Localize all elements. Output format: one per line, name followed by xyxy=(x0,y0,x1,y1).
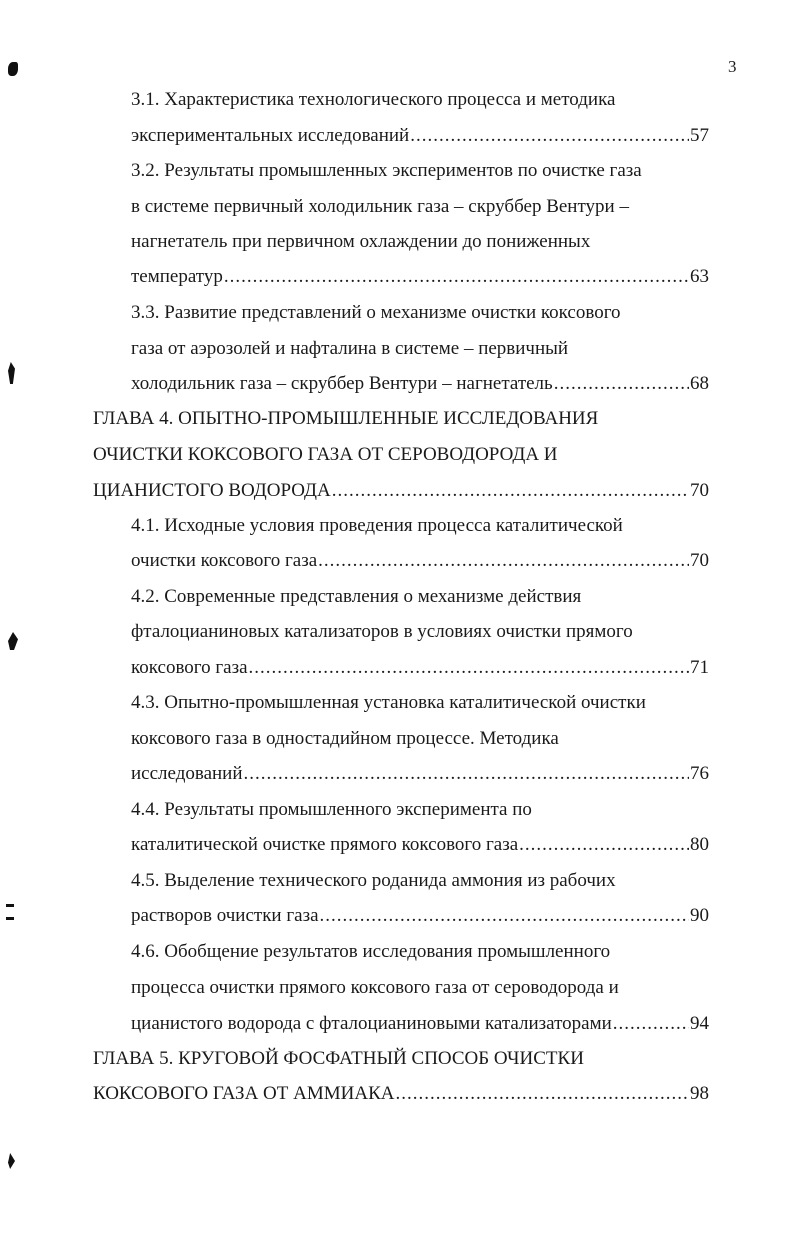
toc-line: исследований xyxy=(131,763,243,784)
dot-leader xyxy=(519,833,689,857)
toc-line: экспериментальных исследований xyxy=(131,125,410,146)
toc-entry-4-1 xyxy=(131,549,709,573)
toc-page-number: 98 xyxy=(690,1083,709,1104)
dot-leader xyxy=(224,265,689,289)
toc-page-number: 57 xyxy=(690,125,709,146)
toc-entry-4-4 xyxy=(131,833,709,857)
dot-leader xyxy=(249,656,689,680)
toc-chapter-line: ЦИАНИСТОГО ВОДОРОДА xyxy=(93,480,331,501)
toc-entry-4-5 xyxy=(131,904,709,928)
toc-entry-4-2 xyxy=(131,656,709,680)
toc-chapter-line: ГЛАВА 5. КРУГОВОЙ ФОСФАТНЫЙ СПОСОБ ОЧИСТКИ xyxy=(93,1048,584,1069)
toc-line: растворов очистки газа xyxy=(131,905,319,926)
toc-line: газа от аэрозолей и нафталина в системе – первичный xyxy=(131,338,569,359)
dot-leader xyxy=(332,479,689,503)
toc-entry-4-3 xyxy=(131,762,709,786)
toc-line: в системе первичный холодильник газа – скруббер Вентури – xyxy=(131,196,629,217)
toc-line: фталоцианиновых катализаторов в условиях очистки прямого xyxy=(131,621,633,642)
toc-line: 3.1. Характеристика технологического процесса и методика xyxy=(131,89,616,110)
toc-line: холодильник газа – скруббер Вентури – нагнетатель xyxy=(131,373,553,394)
toc-line: 4.5. Выделение технического роданида аммония из рабочих xyxy=(131,870,616,891)
toc-entry-3-3 xyxy=(131,372,709,396)
dot-leader xyxy=(244,762,689,786)
toc-entry-3-2 xyxy=(131,265,709,289)
dot-leader xyxy=(613,1012,689,1036)
toc-entry-chapter-5 xyxy=(93,1082,709,1106)
toc-page-number: 76 xyxy=(690,763,709,784)
dot-leader xyxy=(318,549,689,573)
toc-line: 4.4. Результаты промышленного эксперимента по xyxy=(131,799,532,820)
toc-line: 3.2. Результаты промышленных экспериментов по очистке газа xyxy=(131,160,642,181)
toc-page-number: 68 xyxy=(690,373,709,394)
toc-line: коксового газа в одностадийном процессе. Методика xyxy=(131,728,559,749)
toc-page-number: 70 xyxy=(690,550,709,571)
dot-leader xyxy=(554,372,689,396)
dot-leader xyxy=(320,904,689,928)
toc-page-number: 63 xyxy=(690,266,709,287)
dot-leader xyxy=(410,124,689,148)
toc-entry-chapter-4 xyxy=(93,479,709,503)
toc-line: 4.3. Опытно-промышленная установка каталитической очистки xyxy=(131,692,646,713)
toc-line: коксового газа xyxy=(131,657,248,678)
dot-leader xyxy=(395,1082,689,1106)
toc-line: каталитической очистке прямого коксового газа xyxy=(131,834,519,855)
toc-line: очистки коксового газа xyxy=(131,550,318,571)
toc-line: процесса очистки прямого коксового газа от сероводорода и xyxy=(131,977,619,998)
toc-chapter-line: ГЛАВА 4. ОПЫТНО-ПРОМЫШЛЕННЫЕ ИССЛЕДОВАНИЯ xyxy=(93,408,599,429)
toc-line: 4.6. Обобщение результатов исследования промышленного xyxy=(131,941,611,962)
toc-page-number: 71 xyxy=(690,657,709,678)
toc-chapter-line: ОЧИСТКИ КОКСОВОГО ГАЗА ОТ СЕРОВОДОРОДА И xyxy=(93,444,558,465)
toc-entry-3-1 xyxy=(131,124,709,148)
toc-line: цианистого водорода с фталоцианиновыми катализаторами xyxy=(131,1013,612,1034)
toc-line: нагнетатель при первичном охлаждении до пониженных xyxy=(131,231,591,252)
toc-entry-4-6 xyxy=(131,1012,709,1036)
page-number: 3 xyxy=(728,57,737,76)
toc-page-number: 80 xyxy=(690,834,709,855)
toc-line: 4.2. Современные представления о механизме действия xyxy=(131,586,582,607)
toc-chapter-line: КОКСОВОГО ГАЗА ОТ АММИАКА xyxy=(93,1083,395,1104)
toc-page-number: 90 xyxy=(690,905,709,926)
toc-line: 4.1. Исходные условия проведения процесса каталитической xyxy=(131,515,623,536)
toc-line: 3.3. Развитие представлений о механизме очистки коксового xyxy=(131,302,621,323)
toc-page-number: 94 xyxy=(690,1013,709,1034)
toc-page-number: 70 xyxy=(690,480,709,501)
toc-line: температур xyxy=(131,266,223,287)
